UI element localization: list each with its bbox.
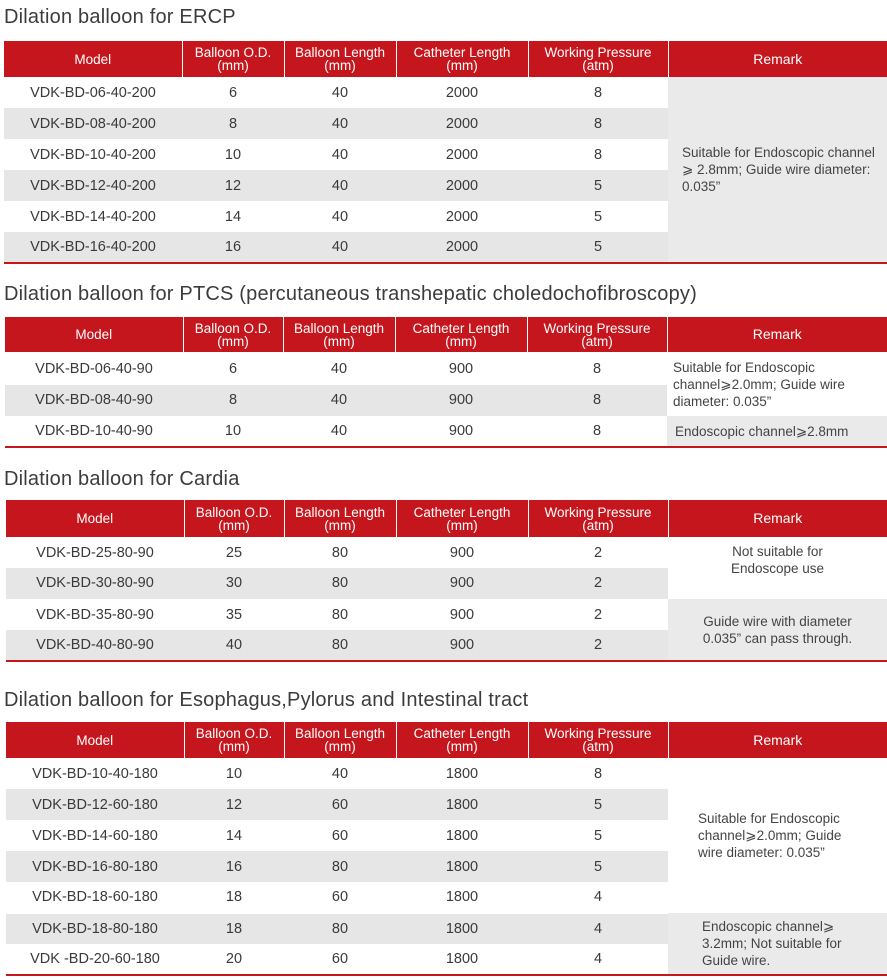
model-cell: VDK-BD-40-80-90 [6, 630, 184, 661]
ptcs-spec-table [5, 317, 887, 448]
header-model: Model [4, 41, 182, 77]
pressure-cell: 4 [528, 882, 668, 913]
od-cell: 20 [184, 944, 284, 975]
length-cell: 40 [284, 758, 396, 789]
length-cell: 40 [283, 416, 395, 447]
section-title-ercp: Dilation balloon for ERCP [4, 6, 236, 28]
catheter-cell: 2000 [396, 108, 528, 139]
catheter-cell: 900 [396, 568, 528, 599]
model-cell: VDK -BD-20-60-180 [6, 944, 184, 975]
model-cell: VDK-BD-12-40-200 [4, 170, 182, 201]
catheter-cell: 2000 [396, 77, 528, 108]
table-header-row [4, 41, 887, 77]
section-title-esophagus: Dilation balloon for Esophagus,Pylorus and Intestinal tract [4, 689, 529, 711]
od-cell: 14 [182, 201, 284, 232]
model-cell: VDK-BD-18-80-180 [6, 913, 184, 944]
remark-cell: Suitable for Endoscopic channel⩾2.0mm; Guide wire diameter: 0.035” [667, 352, 887, 416]
od-cell: 14 [184, 820, 284, 851]
catheter-cell: 900 [396, 599, 528, 630]
od-cell: 12 [184, 789, 284, 820]
header-balloon-od: Balloon O.D. (mm) [184, 500, 284, 537]
catheter-cell: 2000 [396, 201, 528, 232]
header-catheter-length: Catheter Length (mm) [395, 317, 527, 352]
header-working-pressure: Working Pressure (atm) [528, 41, 668, 77]
od-cell: 35 [184, 599, 284, 630]
header-working-pressure: Working Pressure (atm) [527, 317, 667, 352]
od-cell: 16 [184, 851, 284, 882]
header-model: Model [6, 500, 184, 537]
model-cell: VDK-BD-30-80-90 [6, 568, 184, 599]
model-cell: VDK-BD-35-80-90 [6, 599, 184, 630]
length-cell: 40 [284, 108, 396, 139]
pressure-cell: 8 [527, 385, 667, 416]
length-cell: 60 [284, 944, 396, 975]
length-cell: 60 [284, 820, 396, 851]
header-catheter-length: Catheter Length (mm) [396, 500, 528, 537]
header-model: Model [6, 722, 184, 758]
catheter-cell: 1800 [396, 913, 528, 944]
header-balloon-length: Balloon Length (mm) [283, 317, 395, 352]
pressure-cell: 5 [528, 789, 668, 820]
remark-cell: Endoscopic channel⩾2.8mm [667, 416, 887, 447]
header-catheter-length: Catheter Length (mm) [396, 722, 528, 758]
model-cell: VDK-BD-10-40-180 [6, 758, 184, 789]
table-row [6, 758, 887, 789]
length-cell: 40 [283, 385, 395, 416]
pressure-cell: 2 [528, 599, 668, 630]
model-cell: VDK-BD-14-60-180 [6, 820, 184, 851]
catheter-cell: 900 [396, 537, 528, 568]
pressure-cell: 5 [528, 170, 668, 201]
table-row [6, 913, 887, 944]
length-cell: 40 [284, 232, 396, 263]
model-cell: VDK-BD-16-40-200 [4, 232, 182, 263]
length-cell: 80 [284, 913, 396, 944]
length-cell: 80 [284, 599, 396, 630]
table-header-row [5, 317, 887, 352]
od-cell: 18 [184, 882, 284, 913]
table-row [5, 416, 887, 447]
catheter-cell: 1800 [396, 758, 528, 789]
length-cell: 80 [284, 568, 396, 599]
catheter-cell: 1800 [396, 944, 528, 975]
od-cell: 12 [182, 170, 284, 201]
model-cell: VDK-BD-10-40-90 [5, 416, 183, 447]
header-remark: Remark [668, 41, 887, 77]
model-cell: VDK-BD-08-40-90 [5, 385, 183, 416]
length-cell: 80 [284, 851, 396, 882]
catheter-cell: 900 [395, 352, 527, 385]
catheter-cell: 1800 [396, 820, 528, 851]
od-cell: 25 [184, 537, 284, 568]
model-cell: VDK-BD-06-40-200 [4, 77, 182, 108]
header-working-pressure: Working Pressure (atm) [528, 722, 668, 758]
pressure-cell: 4 [528, 944, 668, 975]
model-cell: VDK-BD-18-60-180 [6, 882, 184, 913]
od-cell: 16 [182, 232, 284, 263]
table-row [6, 599, 887, 630]
pressure-cell: 8 [528, 108, 668, 139]
pressure-cell: 4 [528, 913, 668, 944]
pressure-cell: 5 [528, 232, 668, 263]
header-remark: Remark [667, 317, 887, 352]
remark-cell: Suitable for Endoscopic channel ⩾ 2.8mm; Guide wire diameter: 0.035” [668, 77, 887, 263]
catheter-cell: 1800 [396, 882, 528, 913]
catheter-cell: 900 [395, 385, 527, 416]
catheter-cell: 1800 [396, 851, 528, 882]
pressure-cell: 8 [528, 139, 668, 170]
od-cell: 6 [183, 352, 283, 385]
od-cell: 8 [182, 108, 284, 139]
catheter-cell: 2000 [396, 170, 528, 201]
pressure-cell: 5 [528, 820, 668, 851]
header-balloon-od: Balloon O.D. (mm) [183, 317, 283, 352]
model-cell: VDK-BD-06-40-90 [5, 352, 183, 385]
od-cell: 6 [182, 77, 284, 108]
remark-cell: Endoscopic channel⩾ 3.2mm; Not suitable for Guide wire. [668, 913, 887, 975]
od-cell: 10 [183, 416, 283, 447]
table-row [4, 77, 887, 108]
table-header-row [6, 500, 887, 537]
table-header-row [6, 722, 887, 758]
remark-cell: Suitable for Endoscopic channel⩾2.0mm; Guide wire diameter: 0.035” [668, 758, 887, 913]
length-cell: 40 [283, 352, 395, 385]
section-title-ptcs: Dilation balloon for PTCS (percutaneous transhepatic choledochofibroscopy) [4, 283, 697, 305]
catheter-cell: 2000 [396, 232, 528, 263]
catheter-cell: 900 [395, 416, 527, 447]
header-balloon-od: Balloon O.D. (mm) [184, 722, 284, 758]
catheter-cell: 900 [396, 630, 528, 661]
pressure-cell: 2 [528, 537, 668, 568]
length-cell: 40 [284, 139, 396, 170]
pressure-cell: 8 [528, 77, 668, 108]
cardia-spec-table [6, 500, 887, 662]
remark-cell: Not suitable for Endoscope use [668, 537, 887, 599]
header-balloon-length: Balloon Length (mm) [284, 722, 396, 758]
table-row [6, 537, 887, 568]
length-cell: 40 [284, 77, 396, 108]
length-cell: 40 [284, 201, 396, 232]
header-balloon-length: Balloon Length (mm) [284, 41, 396, 77]
model-cell: VDK-BD-16-80-180 [6, 851, 184, 882]
model-cell: VDK-BD-10-40-200 [4, 139, 182, 170]
od-cell: 8 [183, 385, 283, 416]
esophagus-spec-table [6, 722, 887, 976]
model-cell: VDK-BD-14-40-200 [4, 201, 182, 232]
pressure-cell: 8 [527, 352, 667, 385]
header-catheter-length: Catheter Length (mm) [396, 41, 528, 77]
header-model: Model [5, 317, 183, 352]
od-cell: 30 [184, 568, 284, 599]
section-title-cardia: Dilation balloon for Cardia [4, 468, 240, 490]
catheter-cell: 2000 [396, 139, 528, 170]
length-cell: 80 [284, 537, 396, 568]
od-cell: 40 [184, 630, 284, 661]
od-cell: 10 [182, 139, 284, 170]
pressure-cell: 5 [528, 201, 668, 232]
table-row [5, 352, 887, 385]
model-cell: VDK-BD-08-40-200 [4, 108, 182, 139]
header-working-pressure: Working Pressure (atm) [528, 500, 668, 537]
pressure-cell: 2 [528, 568, 668, 599]
header-remark: Remark [668, 500, 887, 537]
od-cell: 18 [184, 913, 284, 944]
length-cell: 40 [284, 170, 396, 201]
model-cell: VDK-BD-12-60-180 [6, 789, 184, 820]
header-remark: Remark [668, 722, 887, 758]
length-cell: 80 [284, 630, 396, 661]
header-balloon-length: Balloon Length (mm) [284, 500, 396, 537]
ercp-spec-table [4, 41, 887, 264]
header-balloon-od: Balloon O.D. (mm) [182, 41, 284, 77]
catheter-cell: 1800 [396, 789, 528, 820]
length-cell: 60 [284, 882, 396, 913]
pressure-cell: 5 [528, 851, 668, 882]
model-cell: VDK-BD-25-80-90 [6, 537, 184, 568]
od-cell: 10 [184, 758, 284, 789]
pressure-cell: 8 [528, 758, 668, 789]
pressure-cell: 8 [527, 416, 667, 447]
length-cell: 60 [284, 789, 396, 820]
pressure-cell: 2 [528, 630, 668, 661]
remark-cell: Guide wire with diameter 0.035” can pass through. [668, 599, 887, 661]
